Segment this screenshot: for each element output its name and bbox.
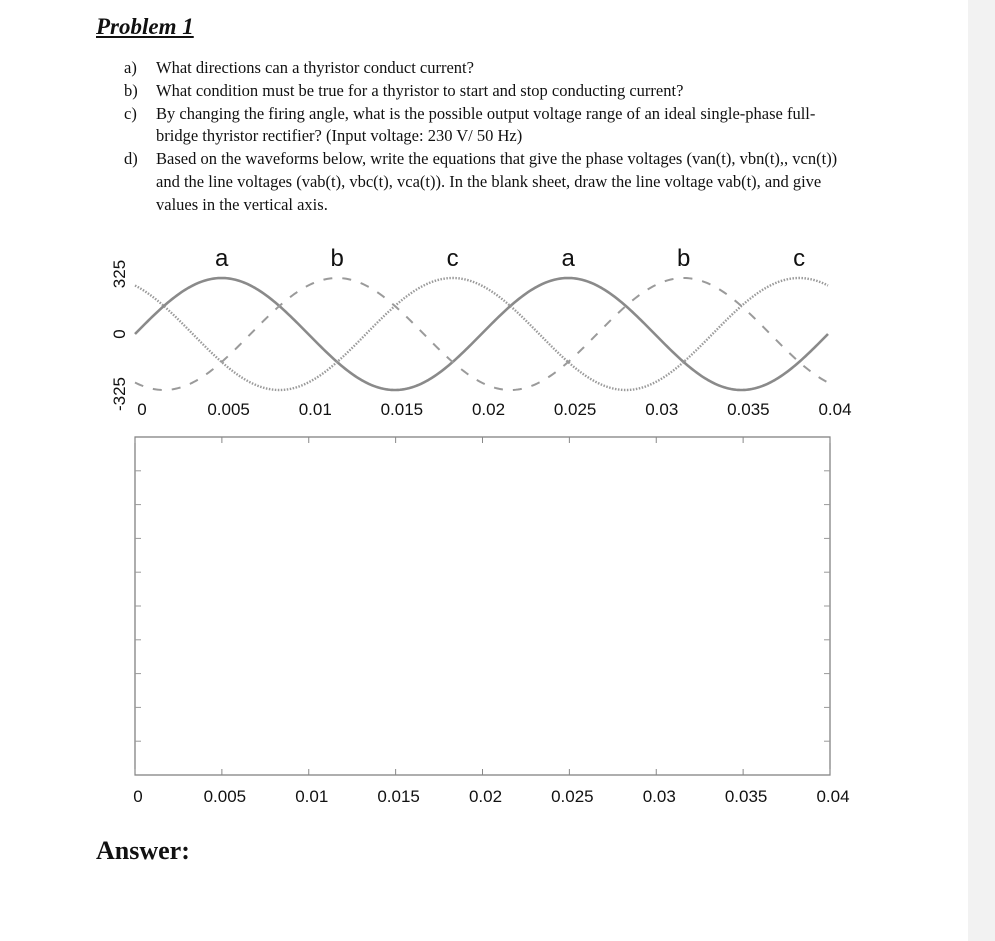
- question-text: By changing the firing angle, what is the possible output voltage range of an ideal single-phase full-bridge thyristor rectifier? (Input voltage: 230 V/ 50 Hz): [156, 103, 816, 146]
- x-tick-label: 0.01: [295, 787, 329, 806]
- question-letter: d): [124, 149, 138, 169]
- question-letter: c): [124, 103, 137, 123]
- plot-frame: [135, 437, 830, 775]
- phase-voltage-chart: [110, 245, 852, 419]
- peak-label: b: [676, 245, 691, 272]
- answer-label: Answer:: [96, 836, 190, 865]
- x-tick-label: 0.03: [645, 400, 679, 419]
- question-text: Based on the waveforms below, write the equations that give the phase voltages (van(t), vbn(t),, vcn(t)) and the line voltages (vab(t), vbc(t), vca(t)). In the blank sheet, draw the line voltage vab(t), and give values in the vertical axis.: [156, 149, 838, 214]
- question-letter: b): [124, 80, 138, 100]
- question-letter: a): [124, 58, 137, 77]
- x-tick-label: 0.04: [818, 400, 852, 419]
- x-tick-label: 0: [133, 787, 143, 806]
- x-tick-label: 0.035: [727, 400, 770, 419]
- x-tick-label: 0.015: [380, 400, 424, 419]
- x-tick-label: 0.03: [642, 787, 676, 806]
- x-tick-label: 0.005: [207, 400, 250, 419]
- y-tick-label: 0: [110, 329, 129, 339]
- series-line-van: [135, 278, 828, 390]
- x-tick-label: 0.02: [468, 787, 503, 806]
- x-tick-label: 0.025: [551, 787, 594, 806]
- x-tick-label: 0.035: [724, 787, 768, 806]
- y-tick-label: -325: [110, 376, 129, 412]
- x-tick-label: 0.005: [203, 787, 247, 806]
- x-tick-label: 0.015: [377, 787, 420, 806]
- peak-label: a: [561, 245, 575, 272]
- problem-title: Problem 1: [96, 14, 194, 39]
- question-text: What condition must be true for a thyristor to start and stop conducting current?: [156, 80, 684, 100]
- x-tick-label: 0.02: [471, 400, 506, 419]
- peak-label: c: [446, 245, 459, 272]
- x-tick-label: 0.01: [298, 400, 332, 419]
- x-tick-label: 0.025: [553, 400, 597, 419]
- question-text: What directions can a thyristor conduct current?: [156, 58, 474, 77]
- x-tick-label: 0: [137, 400, 147, 419]
- peak-label: b: [330, 245, 344, 272]
- y-tick-label: 325: [110, 259, 129, 289]
- peak-label: c: [793, 245, 806, 272]
- blank-answer-chart: [133, 437, 849, 806]
- peak-label: a: [214, 245, 229, 272]
- x-tick-label: 0.04: [816, 787, 850, 806]
